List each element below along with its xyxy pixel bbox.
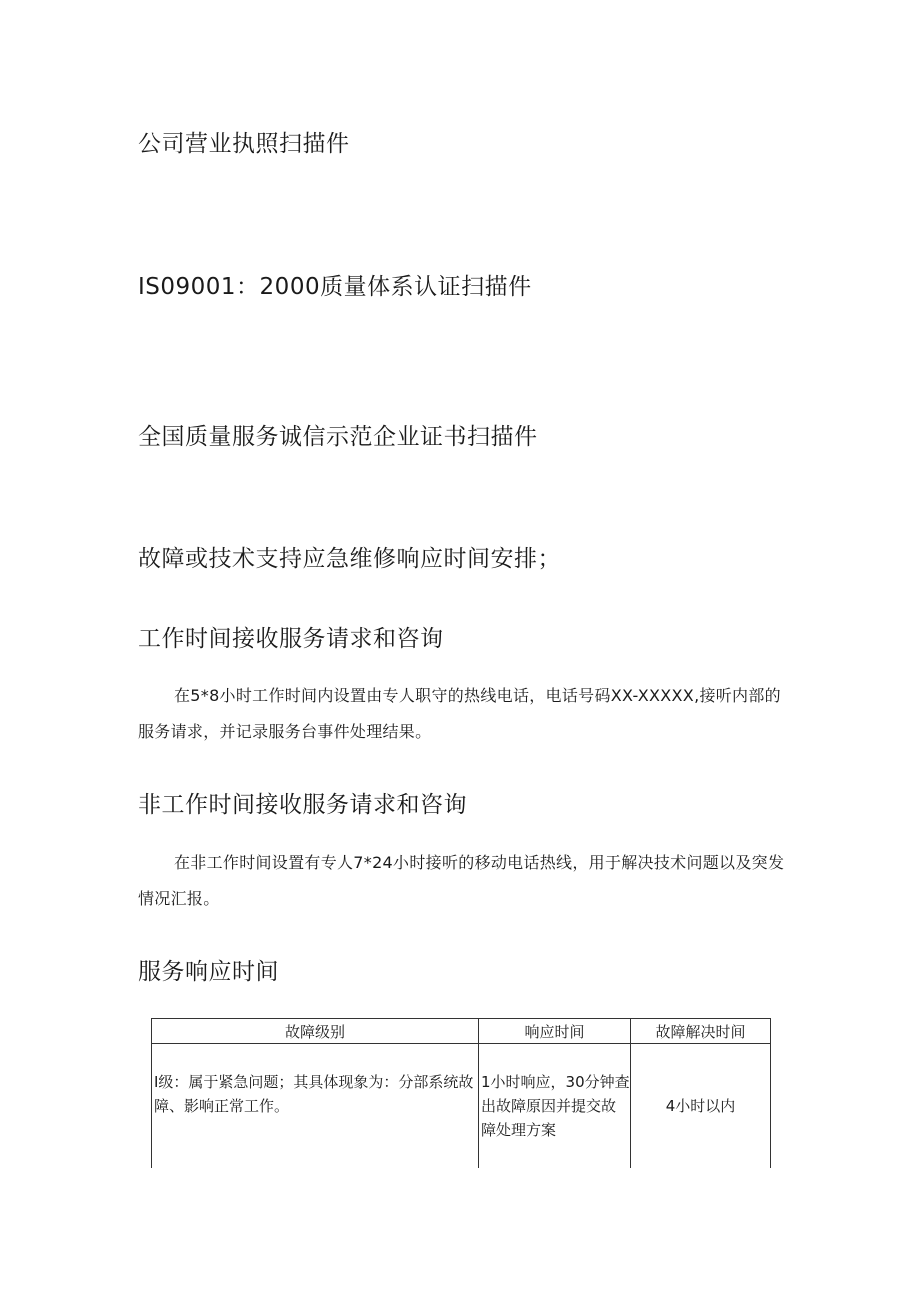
heading-off-hours-requests: 非工作时间接收服务请求和咨询	[138, 792, 467, 818]
paragraph-work-hours: 在5*8小时工作时间内设置由专人职守的热线电话，电话号码XX-XXXXX,接听内部的服务请求，并记录服务台事件处理结果。	[138, 686, 781, 741]
column-header-fault-level: 故障级别	[152, 1019, 479, 1044]
heading-iso-certificate: IS09001：2000质量体系认证扫描件	[138, 274, 532, 300]
heading-service-response-time: 服务响应时间	[138, 959, 279, 985]
heading-quality-service-certificate: 全国质量服务诚信示范企业证书扫描件	[138, 424, 538, 450]
table-header-row	[152, 1019, 771, 1044]
cell-resolution-time: 4小时以内	[631, 1044, 771, 1169]
cell-response-time: 1小时响应，30分钟查出故障原因并提交故障处理方案	[479, 1044, 631, 1169]
heading-work-hours-requests: 工作时间接收服务请求和咨询	[138, 626, 444, 652]
paragraph-off-hours: 在非工作时间设置有专人7*24小时接听的移动电话热线，用于解决技术问题以及突发情况汇报。	[138, 853, 785, 908]
response-time-table	[151, 1018, 771, 1168]
heading-business-license: 公司营业执照扫描件	[138, 131, 350, 157]
cell-fault-level: I级：属于紧急问题；其具体现象为：分部系统故障、影响正常工作。	[152, 1044, 479, 1169]
column-header-resolution-time: 故障解决时间	[631, 1019, 771, 1044]
column-header-response-time: 响应时间	[479, 1019, 631, 1044]
heading-emergency-response: 故障或技术支持应急维修响应时间安排；	[138, 546, 561, 572]
table-row	[152, 1044, 771, 1169]
